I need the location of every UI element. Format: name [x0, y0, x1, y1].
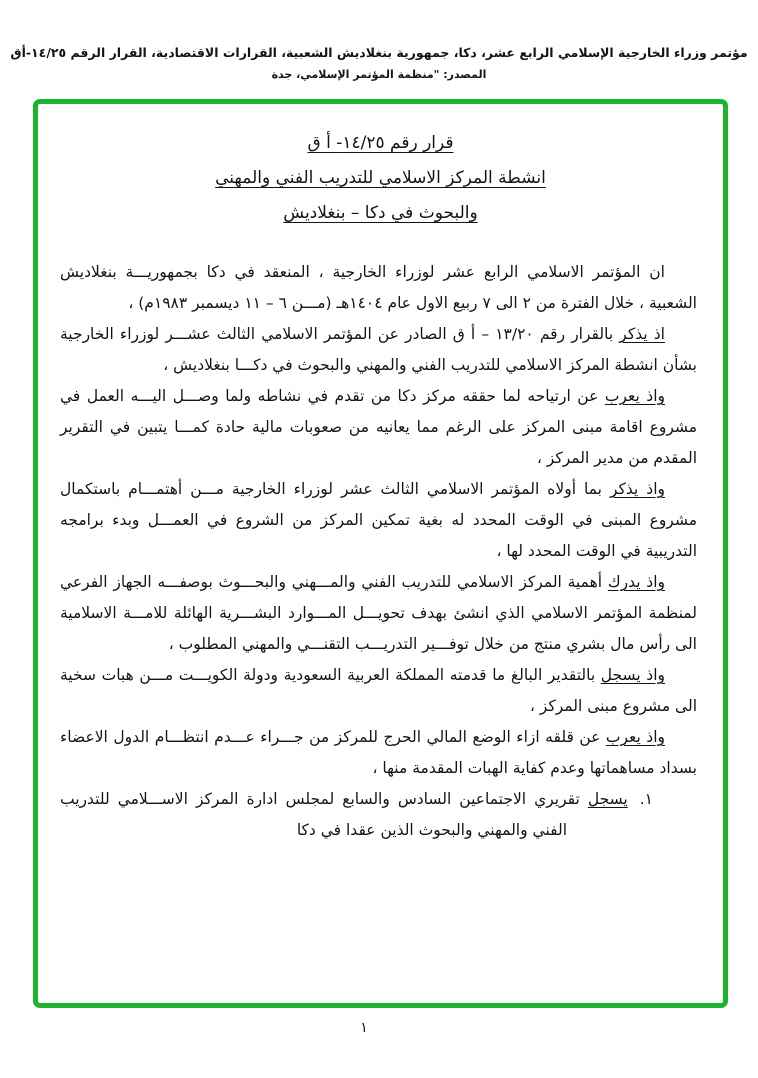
paragraph-satisfaction: [60, 381, 697, 474]
list-item-number: ١.: [639, 790, 653, 808]
paragraph-reminds: [60, 474, 697, 567]
paragraph-text: بالقرار رقم ٢٠‏/‏١٣ – أ ق الصادر عن المؤتمر الاسلامي الثالث عشـــر لوزراء الخارجية بشأن انشطة المركز الاسلامي للتدريب الفني والمهني والبحوث في دكـــا بنغلاديش ،: [60, 325, 697, 374]
list-item-text: تقريري الاجتماعين السادس والسابع لمجلس ادارة المركز الاســـلامي للتدريب الفني والمهني والبحوث الذين عقدا في دكا: [60, 790, 588, 839]
resolution-title-line-1: قرار رقم ٢٥‏/‏١٤- أ ق: [307, 133, 454, 153]
paragraph-text: بالتقدير البالغ ما قدمته المملكة العربية السعودية ودولة الكويـــت مـــن هبات سخية الى مشروع مبنى المركز ،: [60, 666, 697, 715]
doc-header-line2: المصدر: "منظمة المؤتمر الإسلامي، جدة: [271, 68, 487, 81]
paragraph-lead: واذ يدرك: [607, 573, 665, 591]
doc-header-line1: مؤتمر وزراء الخارجية الإسلامي الرابع عشر، دكا، جمهورية بنغلاديش الشعبية، القرارات الاقتصادية، القرار الرقم ٢٥‏/‏١٤-أق: [10, 45, 748, 60]
paragraph-concern: [60, 722, 697, 784]
list-item-lead: يسجل: [587, 790, 628, 808]
resolution-title-block: [38, 126, 723, 231]
paragraph-lead: واذ يعرب: [604, 387, 665, 405]
paragraph-text: بما أولاه المؤتمر الاسلامي الثالث عشر لوزراء الخارجية مـــن أهتمـــام باستكمال مشروع المبنى في الوقت المحدد له بغية تمكين المركز من الشروع في العمـــل وبدء برامجه التدريبية في الوقت المحدد لها ،: [60, 480, 697, 560]
resolution-title-line-3: والبحوث في دكا – بنغلاديش: [283, 203, 478, 223]
document-content: [38, 104, 723, 1003]
paragraph-preamble: [60, 257, 697, 319]
paragraph-records-appreciation: [60, 660, 697, 722]
paragraph-text: ان المؤتمر الاسلامي الرابع عشر لوزراء الخارجية ، المنعقد في دكا بجمهوريـــة بنغلاديش الشعبية ، خلال الفترة من ٢ الى ٧ ربيع الاول عام ١٤٠٤هـ (مـــن ٦ – ١١ ديسمبر ١٩٨٣م) ،: [60, 263, 697, 312]
paragraph-lead: واذ يسجل: [600, 666, 666, 684]
paragraph-recalls: [60, 319, 697, 381]
paragraph-text: عن ارتياحه لما حققه مركز دكا من تقدم في نشاطه ولما وصـــل اليـــه العمل في مشروع اقامة مبنى المركز على الرغم مما يعانيه من صعوبات مالية حادة كمـــا يتبين في التقرير المقدم من مدير المركز ،: [60, 387, 697, 467]
paragraph-lead: واذ يعرب: [605, 728, 666, 746]
list-item-1: [60, 784, 697, 846]
doc-header: [8, 44, 750, 82]
resolution-title-line-2: انشطة المركز الاسلامي للتدريب الفني والمهني: [215, 168, 546, 188]
paragraph-lead: واذ يذكر: [609, 480, 665, 498]
page-number: ١: [360, 1020, 368, 1036]
resolution-body: [60, 257, 697, 846]
paragraph-text: أهمية المركز الاسلامي للتدريب الفني والمـــهني والبحـــوث بوصفـــه الجهاز الفرعي لمنظمة المؤتمر الاسلامي الذي انشئ بهدف تحويـــل المـــوارد البشـــرية الهائلة للامـــة الاسلامية الى رأس مال بشري منتج من خلال توفـــير التدريـــب التقنـــي والمهني المطلوب ،: [60, 573, 697, 653]
paragraph-lead: اذ يذكر: [619, 325, 665, 343]
paragraph-recognizes: [60, 567, 697, 660]
paragraph-text: عن قلقه ازاء الوضع المالي الحرج للمركز من جـــراء عـــدم انتظـــام الدول الاعضاء بسداد مساهماتها وعدم كفاية الهبات المقدمة منها ،: [60, 728, 697, 777]
